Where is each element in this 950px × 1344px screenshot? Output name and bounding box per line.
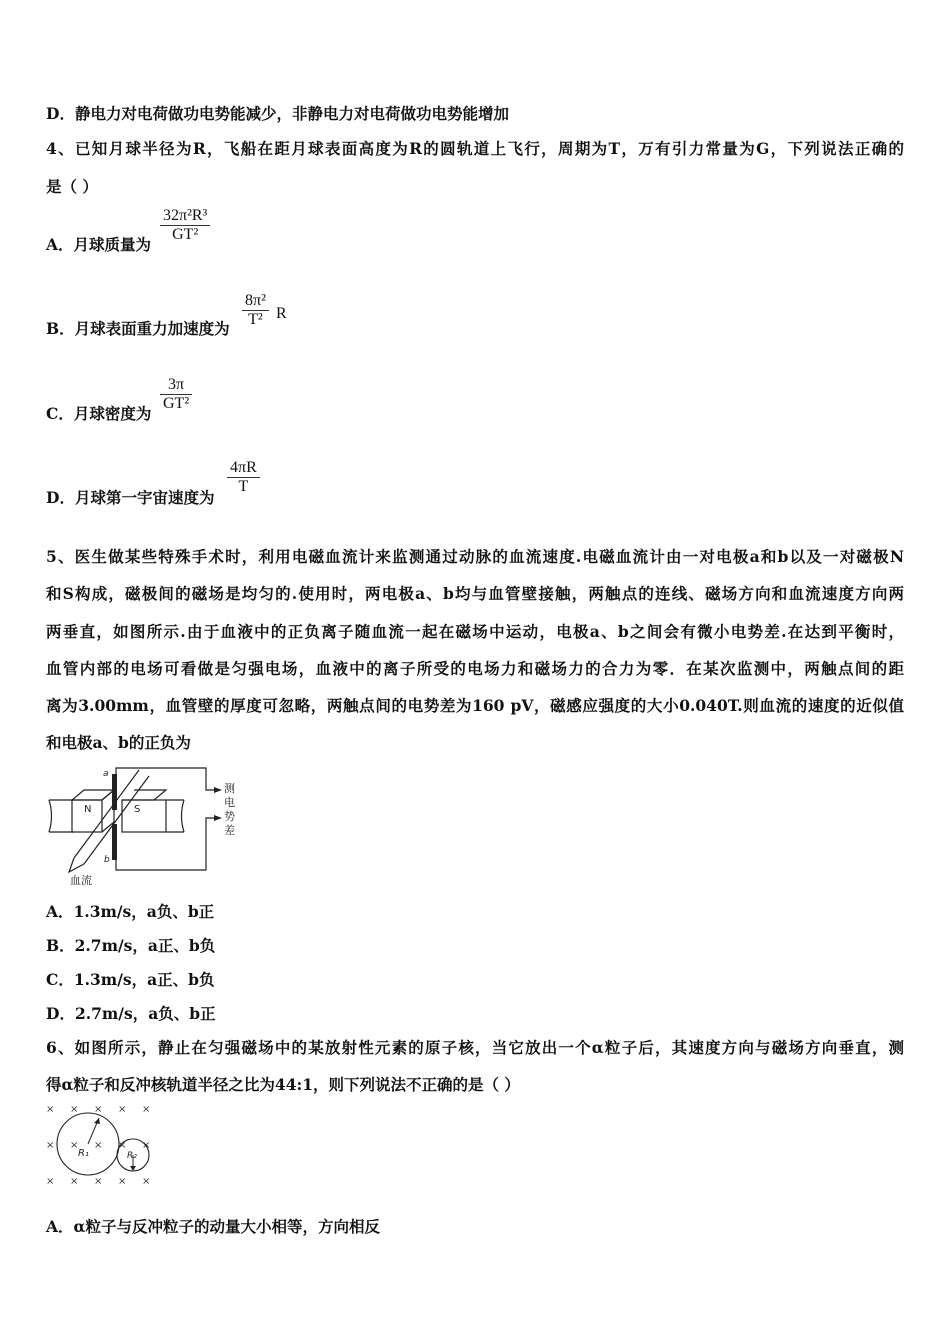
- q4-option-b-denominator: T²: [242, 310, 269, 329]
- q5-flowmeter-figure: [44, 762, 244, 888]
- q5-option-a: A．1.3m/s，a负、b正: [46, 902, 215, 921]
- q5-stem-line6: 和电极a、b的正负为: [46, 733, 191, 752]
- q5-option-b: B．2.7m/s，a正、b负: [46, 936, 216, 955]
- q5-figure-right-char-2: 电: [224, 796, 235, 809]
- q5-stem-line4: 血管内部的电场可看做是匀强电场，血液中的离子所受的电场力和磁场力的合力为零．在某次监测中，两触点间的距: [46, 659, 904, 678]
- field-mark: ×: [142, 1176, 151, 1187]
- q4-option-b-numerator: 8π²: [245, 292, 266, 309]
- field-mark: ×: [94, 1176, 103, 1187]
- q4-option-d-numerator: 4πR: [230, 459, 257, 476]
- q3-option-d: D．静电力对电荷做功电势能减少，非静电力对电荷做功电势能增加: [46, 104, 509, 123]
- q4-option-d-label: D．月球第一宇宙速度为: [46, 488, 215, 507]
- q4-option-c-numerator: 3π: [168, 376, 185, 393]
- field-mark: ×: [118, 1140, 127, 1151]
- field-mark: ×: [118, 1104, 127, 1115]
- field-mark: ×: [118, 1176, 127, 1187]
- q6-stem-line2: 得α粒子和反冲核轨道半径之比为44:1，则下列说法不正确的是（ ）: [46, 1075, 520, 1094]
- q4-option-b-tail: R: [276, 305, 287, 322]
- q5-figure-right-char-1: 测: [224, 782, 235, 795]
- q5-stem-line3: 两垂直，如图所示.由于血液中的正负离子随血流一起在磁场中运动，电极a、b之间会有微小电势差.在达到平衡时，: [46, 622, 904, 641]
- field-mark: ×: [70, 1140, 79, 1151]
- q5-figure-s-label: S: [134, 804, 141, 815]
- q5-figure-n-label: N: [84, 804, 92, 815]
- field-mark: ×: [94, 1104, 103, 1115]
- q4-option-b-fraction: [242, 292, 269, 329]
- field-mark: ×: [142, 1140, 151, 1151]
- field-mark: ×: [46, 1140, 55, 1151]
- q5-stem-line5: 离为3.00mm，血管壁的厚度可忽略，两触点间的电势差为160 pV，磁感应强度的大小0.040T.则血流的速度的近似值: [46, 696, 904, 715]
- q5-stem-line1: 5、医生做某些特殊手术时，利用电磁血流计来监测通过动脉的血流速度.电磁血流计由一对电极a和b以及一对磁极N: [46, 547, 904, 566]
- q5-stem-line2: 和S构成，磁极间的磁场是均匀的.使用时，两电极a、b均与血管壁接触，两触点的连线、磁场方向和血流速度方向两: [46, 584, 904, 603]
- q5-figure-bottom-label: 血流: [70, 874, 92, 887]
- q4-option-c-fraction: [160, 376, 192, 413]
- field-mark: ×: [70, 1176, 79, 1187]
- q5-option-c: C．1.3m/s，a正、b负: [46, 970, 215, 989]
- q6-magnetic-field-figure: [42, 1098, 162, 1190]
- field-mark: ×: [142, 1104, 151, 1115]
- q4-option-c-denominator: GT²: [160, 394, 192, 413]
- q5-figure-b-label: b: [104, 855, 110, 865]
- q5-figure-right-char-4: 差: [224, 824, 235, 837]
- q6-figure-r1-label: R₁: [78, 1148, 89, 1159]
- field-mark: ×: [70, 1104, 79, 1115]
- q6-option-a: A．α粒子与反冲粒子的动量大小相等，方向相反: [46, 1217, 380, 1236]
- q4-option-d-fraction: [227, 459, 260, 496]
- q4-option-a-label: A．月球质量为: [46, 235, 152, 254]
- q4-stem-line2: 是（ ）: [46, 177, 98, 196]
- q4-option-b-label: B．月球表面重力加速度为: [46, 319, 230, 338]
- field-mark: ×: [46, 1104, 55, 1115]
- field-mark: ×: [94, 1140, 103, 1151]
- q4-option-a-fraction: [160, 207, 210, 244]
- q5-option-d: D．2.7m/s，a负、b正: [46, 1004, 216, 1023]
- q4-option-d-denominator: T: [227, 477, 260, 496]
- q5-figure-right-char-3: 势: [224, 810, 235, 823]
- q4-option-a-denominator: GT²: [160, 225, 210, 244]
- field-mark: ×: [46, 1176, 55, 1187]
- q4-option-a-numerator: 32π²R³: [163, 207, 208, 224]
- q6-figure-r2-label: R₂: [127, 1151, 137, 1161]
- q5-figure-a-label: a: [103, 769, 109, 779]
- q6-stem-line1: 6、如图所示，静止在匀强磁场中的某放射性元素的原子核，当它放出一个α粒子后，其速度方向与磁场方向垂直，测: [46, 1038, 904, 1057]
- q4-stem-line1: 4、已知月球半径为R，飞船在距月球表面高度为R的圆轨道上飞行，周期为T，万有引力常量为G，下列说法正确的: [46, 139, 904, 158]
- q4-option-c-label: C．月球密度为: [46, 404, 152, 423]
